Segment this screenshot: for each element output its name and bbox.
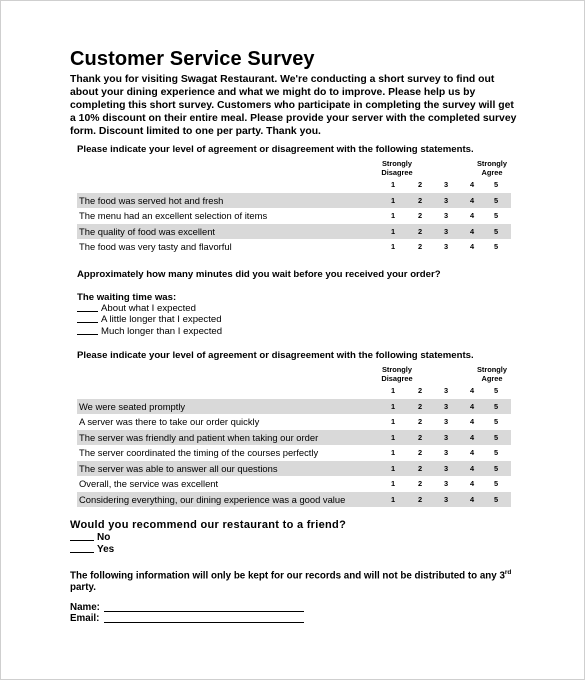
- rating-option[interactable]: 4: [469, 448, 475, 457]
- rating-option[interactable]: 4: [469, 417, 475, 426]
- rating-option[interactable]: 5: [493, 242, 499, 251]
- scale-number: 3: [443, 180, 449, 189]
- rating-option[interactable]: 5: [493, 402, 499, 411]
- recommend-option-label: Yes: [97, 544, 115, 555]
- scale-number: 4: [469, 180, 475, 189]
- rating-option[interactable]: 4: [469, 495, 475, 504]
- scale-number: 4: [469, 386, 475, 395]
- intro-paragraph: Thank you for visiting Swagat Restaurant. We're conducting a short survey to find out about your dining experience and what we might do to improve. Please help us by completing this short survey. Customers who participate in completing the survey will get a 10% discount on their entire meal. Please provide your server with the completed survey form. Discount limited to one per party. Thank you.: [70, 74, 517, 137]
- rating-option[interactable]: 3: [443, 464, 449, 473]
- statement-text: The menu had an excellent selection of items: [79, 210, 268, 221]
- statement-text: The quality of food was excellent: [79, 226, 216, 237]
- rating-option[interactable]: 4: [469, 242, 475, 251]
- rating-option[interactable]: 5: [493, 464, 499, 473]
- name-label: Name:: [70, 602, 100, 613]
- answer-blank[interactable]: [77, 314, 98, 323]
- scale-number: 5: [493, 386, 499, 395]
- rating-option[interactable]: 2: [417, 196, 423, 205]
- rating-option[interactable]: 3: [443, 227, 449, 236]
- rating-option[interactable]: 2: [417, 495, 423, 504]
- statement-text: We were seated promptly: [79, 401, 186, 412]
- section2-heading: Please indicate your level of agreement or disagreement with the following statements.: [77, 350, 474, 361]
- rating-option[interactable]: 4: [469, 211, 475, 220]
- scale-number: 2: [417, 180, 423, 189]
- rating-option[interactable]: 3: [443, 402, 449, 411]
- rating-option[interactable]: 3: [443, 417, 449, 426]
- rating-option[interactable]: 2: [417, 417, 423, 426]
- rating-option[interactable]: 1: [390, 464, 396, 473]
- recommend-option-no[interactable]: [70, 532, 110, 543]
- rating-row: [77, 224, 511, 239]
- rating-row: [77, 476, 511, 491]
- answer-blank[interactable]: [77, 303, 98, 312]
- statement-text: The server was friendly and patient when taking our order: [79, 432, 319, 443]
- rating-option[interactable]: 2: [417, 433, 423, 442]
- rating-option[interactable]: 1: [390, 433, 396, 442]
- rating-option[interactable]: 2: [417, 464, 423, 473]
- rating-option[interactable]: 2: [417, 242, 423, 251]
- rating-option[interactable]: 4: [469, 196, 475, 205]
- rating-option[interactable]: 1: [390, 211, 396, 220]
- statement-text: The food was very tasty and flavorful: [79, 241, 232, 252]
- rating-option[interactable]: 5: [493, 479, 499, 488]
- email-field[interactable]: [70, 613, 99, 624]
- rating-option[interactable]: 2: [417, 479, 423, 488]
- rating-option[interactable]: 3: [443, 242, 449, 251]
- rating-option[interactable]: 5: [493, 495, 499, 504]
- rating-row: [77, 492, 511, 507]
- recommend-question: Would you recommend our restaurant to a friend?: [70, 519, 347, 531]
- rating-option[interactable]: 3: [443, 211, 449, 220]
- section1-strongly-disagree-label: Strongly Disagree: [381, 159, 413, 177]
- recommend-option-label: No: [97, 532, 111, 543]
- scale-number: 3: [443, 386, 449, 395]
- answer-blank[interactable]: [70, 532, 94, 541]
- rating-option[interactable]: 1: [390, 479, 396, 488]
- rating-row: [77, 239, 511, 254]
- rating-option[interactable]: 4: [469, 464, 475, 473]
- rating-option[interactable]: 1: [390, 242, 396, 251]
- rating-row: [77, 399, 511, 414]
- rating-option[interactable]: 2: [417, 211, 423, 220]
- rating-option[interactable]: 3: [443, 433, 449, 442]
- scale-number: 1: [390, 386, 396, 395]
- statement-text: The server coordinated the timing of the courses perfectly: [79, 447, 319, 458]
- scale-number: 2: [417, 386, 423, 395]
- rating-option[interactable]: 3: [443, 448, 449, 457]
- rating-row: [77, 430, 511, 445]
- rating-option[interactable]: 5: [493, 196, 499, 205]
- wait-option[interactable]: [77, 326, 222, 337]
- rating-option[interactable]: 1: [390, 227, 396, 236]
- rating-option[interactable]: 1: [390, 495, 396, 504]
- rating-option[interactable]: 4: [469, 402, 475, 411]
- wait-option[interactable]: [77, 314, 222, 325]
- statement-text: The server was able to answer all our questions: [79, 463, 278, 474]
- rating-option[interactable]: 2: [417, 227, 423, 236]
- rating-option[interactable]: 4: [469, 479, 475, 488]
- scale-number: 5: [493, 180, 499, 189]
- section1-heading: Please indicate your level of agreement or disagreement with the following statements.: [77, 144, 474, 155]
- wait-question: Approximately how many minutes did you wait before you received your order?: [77, 269, 441, 280]
- answer-blank[interactable]: [70, 544, 94, 553]
- name-input-line[interactable]: [104, 611, 304, 612]
- rating-option[interactable]: 3: [443, 196, 449, 205]
- answer-blank[interactable]: [77, 326, 98, 335]
- rating-option[interactable]: 5: [493, 433, 499, 442]
- rating-option[interactable]: 1: [390, 402, 396, 411]
- name-field[interactable]: [70, 602, 100, 613]
- rating-row: [77, 208, 511, 223]
- rating-row: [77, 414, 511, 429]
- section1-strongly-agree-label: Strongly Agree: [477, 159, 507, 177]
- records-notice: The following information will only be kept for our records and will not be distributed to any 3rd party.: [70, 569, 512, 594]
- rating-option[interactable]: 5: [493, 448, 499, 457]
- section2-strongly-disagree-label: Strongly Disagree: [381, 365, 413, 383]
- rating-option[interactable]: 1: [390, 196, 396, 205]
- rating-row: [77, 193, 511, 208]
- rating-option[interactable]: 2: [417, 448, 423, 457]
- rating-option[interactable]: 4: [469, 227, 475, 236]
- rating-option[interactable]: 5: [493, 417, 499, 426]
- statement-text: The food was served hot and fresh: [79, 195, 224, 206]
- statement-text: A server was there to take our order quickly: [79, 416, 260, 427]
- wait-option[interactable]: [77, 303, 196, 314]
- rating-option[interactable]: 4: [469, 433, 475, 442]
- rating-option[interactable]: 5: [493, 227, 499, 236]
- scale-number: 1: [390, 180, 396, 189]
- recommend-option-yes[interactable]: [70, 544, 114, 555]
- wait-option-label: A little longer that I expected: [101, 314, 222, 325]
- email-label: Email:: [70, 613, 100, 624]
- rating-option[interactable]: 1: [390, 448, 396, 457]
- statement-text: Overall, the service was excellent: [79, 478, 219, 489]
- rating-option[interactable]: 2: [417, 402, 423, 411]
- wait-option-label: About what I expected: [101, 303, 196, 314]
- wait-option-label: Much longer than I expected: [101, 326, 223, 337]
- section2-strongly-agree-label: Strongly Agree: [477, 365, 507, 383]
- email-input-line[interactable]: [104, 622, 304, 623]
- wait-label: The waiting time was:: [77, 292, 177, 303]
- rating-option[interactable]: 3: [443, 479, 449, 488]
- rating-option[interactable]: 3: [443, 495, 449, 504]
- rating-option[interactable]: 1: [390, 417, 396, 426]
- rating-row: [77, 461, 511, 476]
- statement-text: Considering everything, our dining experience was a good value: [79, 494, 346, 505]
- page-title: Customer Service Survey: [70, 48, 315, 70]
- rating-row: [77, 445, 511, 460]
- rating-option[interactable]: 5: [493, 211, 499, 220]
